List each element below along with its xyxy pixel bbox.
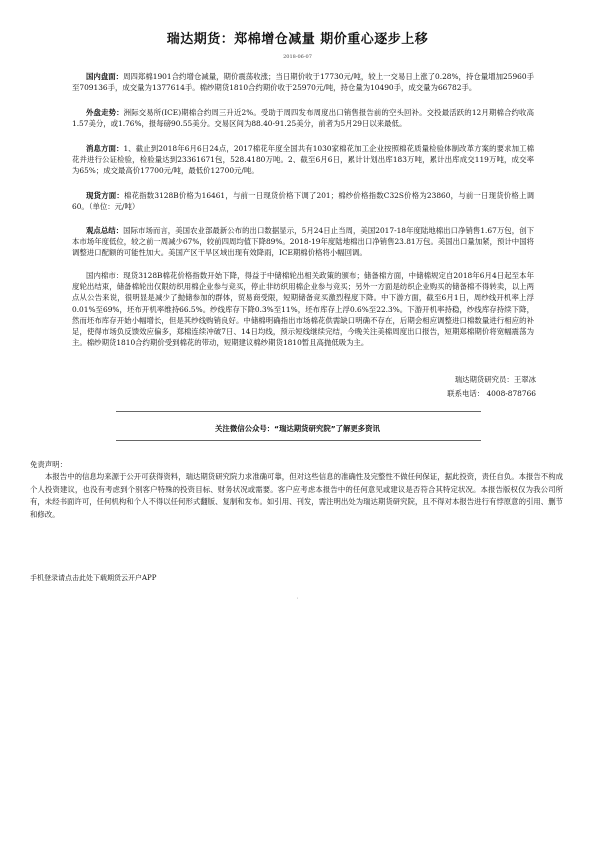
disclaimer-text: 本报告中的信息均来源于公开可获得资料，瑞达期货研究院力求准确可靠，但对这些信息的准确性及完整性不做任何保证，据此投资，责任自负。本报告不构成个人投资建议，也没有考虑到个别客户特殊的投资目标、财务状况或需要。客户应考虑本报告中的任何意见或建议是否符合其特定状况。本报告版权仅为我公司所有，未经书面许可，任何机构和个人不得以任何形式翻版、复制和发布。如引用、刊发，需注明出处为瑞达期货研究院，且不得对本报告进行有悖原意的引用、删节和修改。 <box>30 472 563 519</box>
divider-top <box>116 411 481 412</box>
section-text: 国际市场而言，美国农业部最新公布的出口数据显示，5月24日止当周，美国2017-18年度陆地棉出口净销售1.67万包，创下本市场年度低位，较之前一周减少67%，较前四周均值下降89%。2018-19年度陆地棉出口净销售23.81万包。美国出口量加紧，预计中国将调整进口配额的可能性加大。美国产区干旱区域出现有效降雨，ICE期棉价格将小幅回调。 <box>72 226 534 258</box>
report-title: 瑞达期货：郑棉增仓减量 期价重心逐步上移 <box>166 32 429 47</box>
section-summary <box>72 225 534 259</box>
disclaimer-title: 免责声明： <box>30 460 67 469</box>
section-text: 1、截止到2018年6月6日24点，2017棉花年度全国共有1030家棉花加工企业按照棉花质量检验体制改革方案的要求加工棉花并进行公证检验，检验量达到23361671包，528.4180万吨。2、截至6月6日，累计计划出库183万吨，累计出库成交119万吨，成交率为65%；成交最高价17700元/吨，最低价12700元/吨。 <box>72 144 534 176</box>
section-label: 外盘走势： <box>86 108 124 117</box>
section-spot <box>72 190 534 212</box>
section-overseas-trend <box>72 107 534 129</box>
section-label: 消息方面： <box>86 144 124 153</box>
section-text: 洲际交易所(ICE)期棉合约周三升近2%。受助于周四发布周度出口销售报告前的空头回补。交投最活跃的12月期棉合约收高1.57美分，或1.76%，报每磅90.55美分。交易区间为88.40-91.25美分，前者为5月29日以来最低。 <box>72 108 534 129</box>
section-label: 观点总结： <box>86 226 124 235</box>
section-text: 棉花指数3128B价格为16461，与前一日现货价格下调了201；棉纱价格指数C32S价格为23860，与前一日现货价格上调60。（单位：元/吨） <box>72 191 534 212</box>
wechat-notice: 关注微信公众号：“瑞达期货研究院”了解更多资讯 <box>215 424 380 433</box>
section-text: 周四郑棉1901合约增仓减量，期价震荡收涨；当日期价收于17730元/吨，较上一交易日上涨了0.28%，持仓量增加25960手至709136手，成交量为1377614手。棉纱期货1810合约期价收于25970元/吨，持仓量为10490手，成交量为66782手。 <box>72 72 534 93</box>
app-download-link[interactable]: 手机登录请点击此处下载期货云开户APP <box>30 574 157 582</box>
contact-phone: 联系电话： 4008-878766 <box>447 389 536 398</box>
section-domestic-market <box>72 71 534 93</box>
footer-mark: ' <box>297 597 299 603</box>
section-news <box>72 143 534 177</box>
report-date: 2018-06-07 <box>283 54 312 60</box>
divider-bottom <box>116 440 481 441</box>
section-domestic-outlook <box>72 270 534 348</box>
analyst-name: 瑞达期货研究员：王翠冰 <box>454 375 536 384</box>
section-label: 现货方面： <box>86 191 124 200</box>
section-text: 国内棉市：现货3128B棉花价格指数开始下降，得益于中储棉轮出相关政策的颁布；储备棉方面，中储棉规定自2018年6月4日起至本年度轮出结束，储备棉轮出仅限纺织用棉企业参与竞买，停止非纺织用棉企业参与竞买；另外一方面是纺织企业购买的储备棉不得转卖，以上两点从公告来说，很明显是减少了抛储参加的群体，贸易商受限，短期储备竞买激烈程度下降。中下游方面，截至6月1日，周纱线开机率上浮0.01%至69%，坯布开机率维持66.5%。纱线库存下降0.3%至11%，坯布库存上浮0.6%至22.3%。下游开机率持稳，纱线库存持续下降，然而坯布库存开始小幅增长，但是其纱线购销良好。中储棉明确指出市场棉花供需缺口明确不存在，后期会相应调整进口棉数量进行相应的补足，使得市场负反馈效应偏多，郑棉连续冲破7日、14日均线，预示短线继续完结，今晚关注美棉周度出口报告，短期郑棉期价将宽幅震荡为主。棉纱期货1810合约期价受到棉花的带动，短期建议棉纱期货1810暂且高抛低吸为主。 <box>72 271 534 348</box>
analyst-signature <box>447 373 536 401</box>
section-label: 国内盘面： <box>86 72 124 81</box>
